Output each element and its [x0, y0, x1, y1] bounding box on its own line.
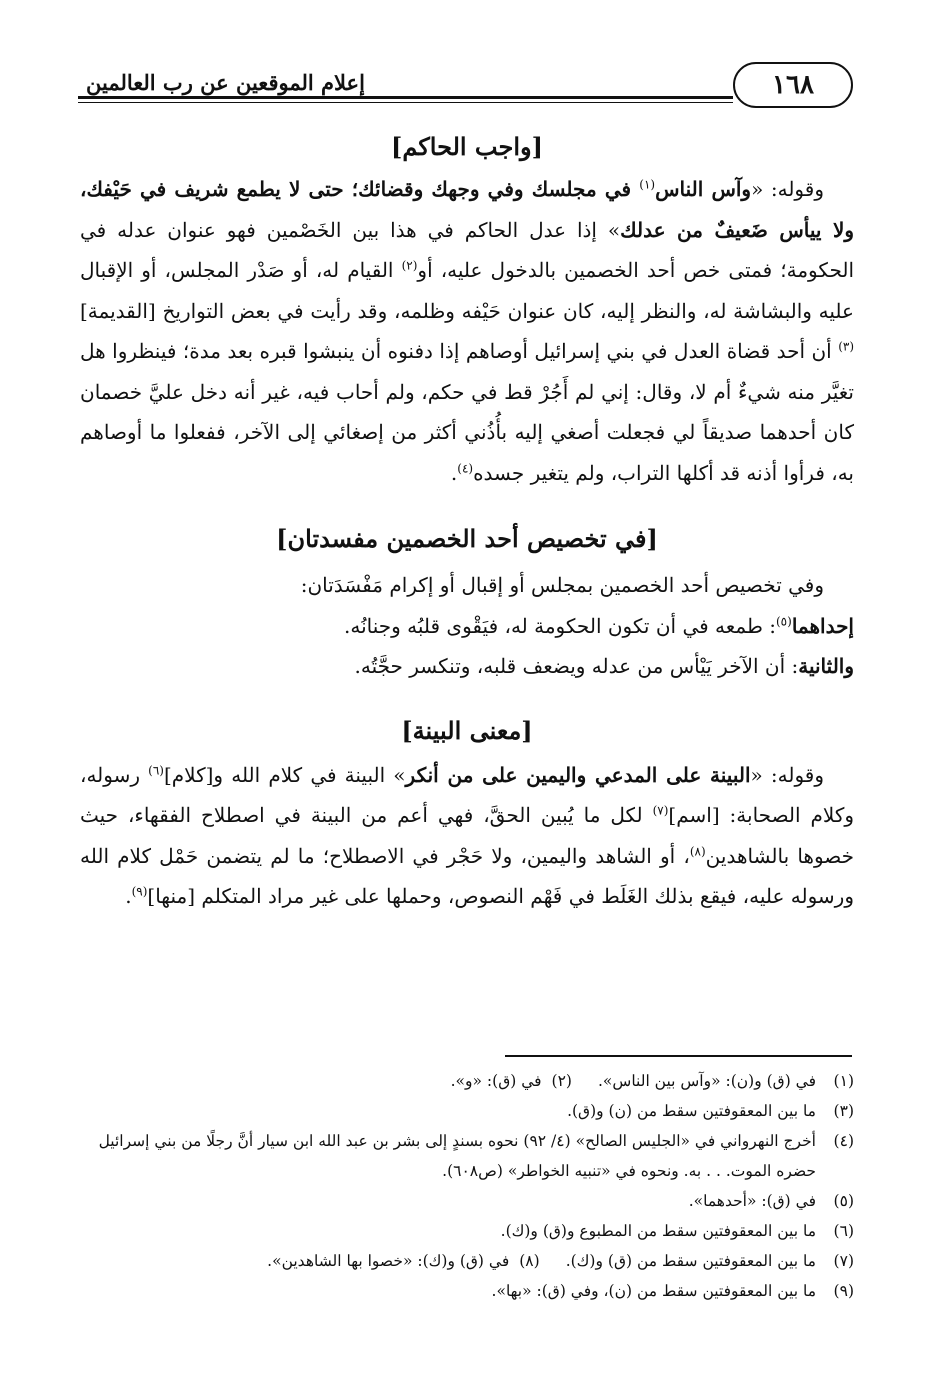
text-run: .: [125, 884, 132, 908]
hadith-quote: في مجلسك وفي وجهك وقضائك؛ حتى لا يطمع شريف في حَيْفك، ولا ييأس ضَعيفٌ من عدلك: [80, 177, 855, 242]
hadith-quote: وآس الناس: [655, 177, 752, 201]
text-run: وقوله: «: [750, 762, 824, 787]
footnote-ref[interactable]: (٤): [457, 460, 474, 475]
footnote-text: في (ق) و(ن): «وآس بين الناس».: [597, 1072, 816, 1090]
text-run: : طمعه في أن تكون الحكومة له، فيَقْوى قلبُه وجنانُه.: [343, 613, 776, 638]
footnote-ref[interactable]: (٦): [148, 762, 164, 777]
paragraph: وفي تخصيص أحد الخصمين بمجلس أو إقبال أو إكرام مَفْسَدَتان:: [300, 573, 824, 597]
item-label: والثانية: [798, 654, 854, 678]
item-label: إحداهما: [791, 613, 854, 638]
footnote-ref[interactable]: (٨): [689, 843, 706, 858]
footnote-separator: [505, 1055, 852, 1057]
footnote-number: (٨): [519, 1252, 540, 1270]
footnote: [80, 1096, 854, 1126]
footnote-text: ما بين المعقوفتين سقط من المطبوع و(ق) و(ك).: [500, 1222, 816, 1240]
paragraph: [80, 169, 854, 493]
footnote-number: (٤): [833, 1132, 854, 1150]
footnotes: [80, 1066, 854, 1306]
footnote: [80, 1066, 854, 1096]
text-run: » إذا عدل الحاكم في هذا بين الخَصْمين فهو عنوان عدله في الحكومة؛ فمتى خص أحد الخصمين بالدخول عليه، أو: [80, 217, 854, 282]
paragraph: [80, 755, 854, 917]
text-run: القيام له، أو صَدْر المجلس، أو الإقبال عليه والبشاشة له، والنظر إليه، كان عنوان حَيْفه وظلمه، وقد رأيت في بعض التواريخ [القديمة]: [80, 258, 854, 323]
footnote-ref[interactable]: (٣): [838, 339, 855, 354]
header-rule: [78, 96, 733, 99]
footnote-number: (٥): [833, 1192, 854, 1210]
footnote: [80, 1126, 854, 1186]
footnote-ref[interactable]: (١): [639, 177, 656, 192]
footnote-text: ما بين المعقوفتين سقط من (ق) و(ك).: [565, 1252, 816, 1270]
footnote-number: (١): [833, 1072, 854, 1090]
footnote: [80, 1276, 854, 1306]
paragraph: [80, 606, 854, 647]
text-run: لكل ما يُبين الحقَّ، فهي أعم من البينة في اصطلاح الفقهاء، حيث خصوها بالشاهدين: [80, 803, 855, 868]
footnote-ref[interactable]: (٩): [131, 884, 148, 899]
footnote-number: (٣): [833, 1102, 854, 1120]
header-rule-thin: [78, 102, 733, 103]
page-header: [78, 62, 853, 112]
footnote-number: (٢): [551, 1072, 572, 1090]
footnote: [80, 1246, 854, 1276]
text-run: ، أو الشاهد واليمين، ولا حَجْر في الاصطلاح؛ ما لم يتضمن حَمْل كلام الله ورسوله عليه، فيقع بذلك الغَلَط في فَهْم النصوص، وحملها على غير مراد المتكلم [منها]: [80, 843, 854, 908]
text-run: رسوله، وكلام الصحابة: [اسم]: [80, 762, 854, 827]
footnote-number: (٧): [833, 1252, 854, 1270]
footnote-number: (٦): [833, 1222, 854, 1240]
footnote: [80, 1216, 854, 1246]
text-run: : أن الآخر يَيْأس من عدله ويضعف قلبه، وتنكسر حجَّتُه.: [354, 654, 799, 678]
footnote-text: في (ق): «و».: [450, 1072, 542, 1090]
footnote: [80, 1186, 854, 1216]
page-number: ١٦٨: [733, 62, 853, 108]
footnote-text: ما بين المعقوفتين سقط من (ن)، وفي (ق): «بها».: [491, 1282, 816, 1300]
footnote-text: في (ق): «أحدهما».: [688, 1192, 816, 1210]
section-heading: [في تخصيص أحد الخصمين مفسدتان]: [276, 524, 658, 553]
hadith-quote: البينة على المدعي واليمين على من أنكر: [405, 762, 751, 787]
footnote-ref[interactable]: (٢): [401, 258, 418, 273]
text-run: وقوله: «: [751, 177, 824, 201]
footnote-text: أخرج النهرواني في «الجليس الصالح» (٤/ ٩٢) نحوه بسندٍ إلى بشر بن عبد الله ابن سيار أنَّ رجلًا من بني إسرائيل حضره الموت. . . به. ونحوه في «تنبيه الخواطر» (ص٦٠٨).: [98, 1132, 816, 1180]
running-title: إعلام الموقعين عن رب العالمين: [86, 70, 365, 95]
footnote-number: (٩): [833, 1282, 854, 1300]
section-heading: [واجب الحاكم]: [391, 132, 543, 161]
footnote-text: في (ق) و(ك): «خصوا بها الشاهدين».: [267, 1252, 510, 1270]
footnote-text: ما بين المعقوفتين سقط من (ن) و(ق).: [567, 1102, 816, 1120]
text-run: .: [450, 460, 458, 485]
text-run: » البينة في كلام الله و[كلام]: [163, 762, 406, 787]
footnote-ref[interactable]: (٧): [652, 803, 669, 818]
footnote-ref[interactable]: (٥): [775, 613, 792, 628]
paragraph: [80, 646, 854, 687]
section-heading: [معنى البينة]: [401, 715, 533, 745]
page-body: [80, 125, 854, 917]
text-run: أن أحد قضاة العدل في بني إسرائيل أوصاهم إذا دفنوه أن ينبشوا قبره بعد مدة؛ فينظروا هل تغيَّر منه شيءٌ أم لا، وقال: إني لم أَجُرْ قط في حكم، ولم أحاب فيه، غير أنه دخل عليَّ خصمان كان أحدهما صديقاً لي فجعلت أصغي إليه بأُذُني أكثر من إصغائي إلى الآخر، ففعلوا ما أوصاهم به، فرأوا أذنه قد أكلها التراب، ولم يتغير جسده: [80, 339, 854, 485]
